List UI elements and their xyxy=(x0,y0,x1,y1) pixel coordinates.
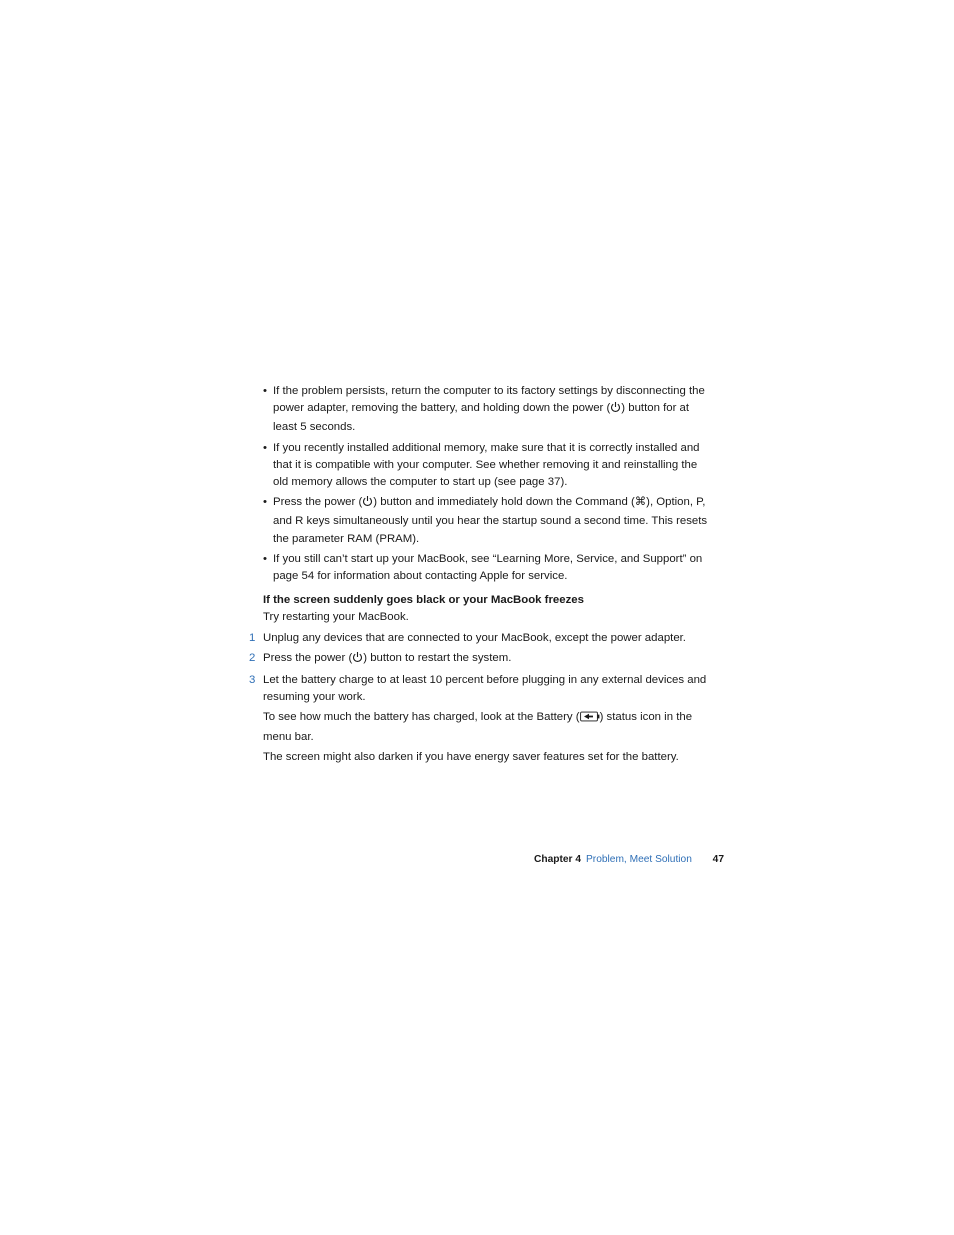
section-intro: Try restarting your MacBook. xyxy=(263,611,409,624)
power-icon xyxy=(610,401,621,419)
bullet-text-part: Press the power ( xyxy=(273,496,363,509)
step-number: 1 xyxy=(249,631,256,644)
page-content xyxy=(249,383,708,769)
bullet-marker: • xyxy=(263,385,267,397)
step-text-part: ) button to restart the system. xyxy=(363,651,512,664)
list-item xyxy=(249,672,708,706)
restart-steps xyxy=(249,630,708,707)
bullet-text-part: ) button for at least 5 seconds. xyxy=(273,402,690,434)
battery-icon xyxy=(580,711,600,728)
bullet-text: If you still can’t start up your MacBook, see “Learning More, Service, and Support” on page 54 for information about contacting Apple for service. xyxy=(273,552,703,583)
troubleshooting-bullets xyxy=(263,383,708,585)
bullet-text-part: ) button and immediately hold down the Command ( xyxy=(373,496,635,509)
step-number: 3 xyxy=(249,674,256,687)
closing-paragraph: The screen might also darken if you have energy saver features set for the battery. xyxy=(263,750,679,763)
step-text: Let the battery charge to at least 10 percent before plugging in any external devices and resuming your work. xyxy=(263,674,707,704)
list-item xyxy=(263,494,708,548)
bullet-marker: • xyxy=(263,552,267,565)
bullet-text-part: If the problem persists, return the computer to its factory settings by disconnecting the power adapter, removing the battery, and holding down the power ( xyxy=(273,385,705,415)
list-item xyxy=(249,650,708,669)
power-icon xyxy=(362,495,373,513)
footer-chapter: Chapter 4 xyxy=(534,854,581,865)
bullet-text: If you recently installed additional memory, make sure that it is correctly installed and that it is compatible with your computer. See whether removing it and reinstalling the old memory allows the computer to start up (see page 37). xyxy=(273,441,700,489)
battery-note-part: ) status icon in the menu bar. xyxy=(263,711,693,743)
list-item xyxy=(249,630,708,647)
list-item xyxy=(263,383,708,437)
step-text: Unplug any devices that are connected to your MacBook, except the power adapter. xyxy=(263,631,686,644)
page-number: 47 xyxy=(712,854,724,865)
list-item xyxy=(263,440,708,492)
step-number: 2 xyxy=(249,651,256,664)
page-footer xyxy=(534,852,728,868)
section-heading: If the screen suddenly goes black or your MacBook freezes xyxy=(263,594,584,607)
bullet-marker: • xyxy=(263,496,267,509)
bullet-text-part: ), Option, P, and R keys simultaneously until you hear the startup sound a second time. This resets the parameter RAM (PRAM). xyxy=(273,496,708,545)
command-icon: ⌘ xyxy=(634,496,647,509)
step-text-part: Press the power ( xyxy=(263,651,353,664)
battery-note-part: To see how much the battery has charged, look at the Battery ( xyxy=(263,711,580,724)
power-icon xyxy=(352,651,363,669)
list-item xyxy=(263,551,708,585)
bullet-marker: • xyxy=(263,441,267,454)
battery-note xyxy=(263,709,708,745)
footer-chapter-title: Problem, Meet Solution xyxy=(586,854,692,865)
